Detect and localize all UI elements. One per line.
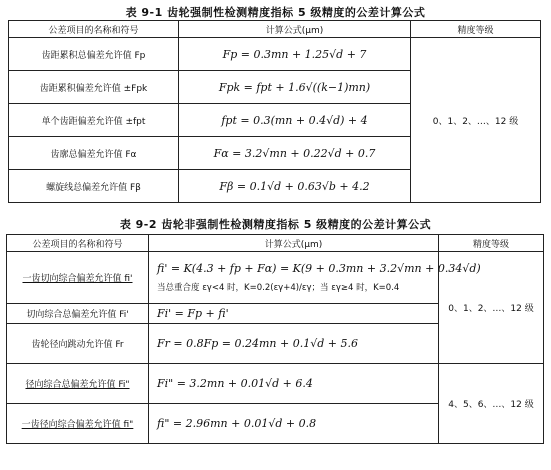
row-formula: Fi' = Fp + fi' <box>149 304 439 324</box>
table1-grade: 0、1、2、…、12 级 <box>411 38 541 203</box>
table1-header-grade: 精度等级 <box>411 21 541 38</box>
table2-grade-b: 4、5、6、…、12 级 <box>439 364 544 444</box>
row-name: 齿距累积偏差允许值 ±Fpk <box>9 71 179 104</box>
table-row <box>9 38 541 71</box>
table-row <box>7 364 544 404</box>
table2-caption: 表 9-2 齿轮非强制性检测精度指标 5 级精度的公差计算公式 <box>119 218 432 231</box>
row-formula: Fi" = 3.2mn + 0.01√d + 6.4 <box>149 364 439 404</box>
table2 <box>6 234 544 444</box>
formula-text: fi' = K(4.3 + fp + Fα) = K(9 + 0.3mn + 3.2√mn + 0.34√d) <box>157 262 481 275</box>
row-name: 单个齿距偏差允许值 ±fpt <box>9 104 179 137</box>
row-formula: Fp = 0.3mn + 1.25√d + 7 <box>179 38 411 71</box>
row-name: 径向综合总偏差允许值 Fi" <box>7 364 149 404</box>
row-name: 齿轮径向跳动允许值 Fr <box>7 324 149 364</box>
table2-grade-a: 0、1、2、…、12 级 <box>439 252 544 364</box>
row-name: 齿距累积总偏差允许值 Fp <box>9 38 179 71</box>
table1 <box>8 20 541 203</box>
row-formula: Fα = 3.2√mn + 0.22√d + 0.7 <box>179 137 411 170</box>
row-formula <box>149 252 481 304</box>
formula-note: 当总重合度 εγ<4 时，K=0.2(εγ+4)/εγ；当 εγ≥4 时，K=0.4 <box>157 283 400 293</box>
row-name: 切向综合总偏差允许值 Fi' <box>7 304 149 324</box>
table2-header-grade: 精度等级 <box>439 235 544 252</box>
row-name: 齿廓总偏差允许值 Fα <box>9 137 179 170</box>
table2-header-formula: 计算公式(μm) <box>149 235 439 252</box>
table1-caption: 表 9-1 齿轮强制性检测精度指标 5 级精度的公差计算公式 <box>125 6 426 19</box>
row-name: 一齿径向综合偏差允许值 fi" <box>7 404 149 444</box>
row-formula: Fβ = 0.1√d + 0.63√b + 4.2 <box>179 170 411 203</box>
row-name: 一齿切向综合偏差允许值 fi' <box>7 252 149 304</box>
table2-header-name: 公差项目的名称和符号 <box>7 235 149 252</box>
table1-header-formula: 计算公式(μm) <box>179 21 411 38</box>
table1-header-row <box>9 21 541 38</box>
row-formula: fpt = 0.3(mn + 0.4√d) + 4 <box>179 104 411 137</box>
table-row <box>7 252 544 304</box>
row-formula: Fpk = fpt + 1.6√((k−1)mn) <box>179 71 411 104</box>
table1-header-name: 公差项目的名称和符号 <box>9 21 179 38</box>
table2-header-row <box>7 235 544 252</box>
row-formula: fi" = 2.96mn + 0.01√d + 0.8 <box>149 404 439 444</box>
row-formula: Fr = 0.8Fp = 0.24mn + 0.1√d + 5.6 <box>149 324 439 364</box>
row-name: 螺旋线总偏差允许值 Fβ <box>9 170 179 203</box>
